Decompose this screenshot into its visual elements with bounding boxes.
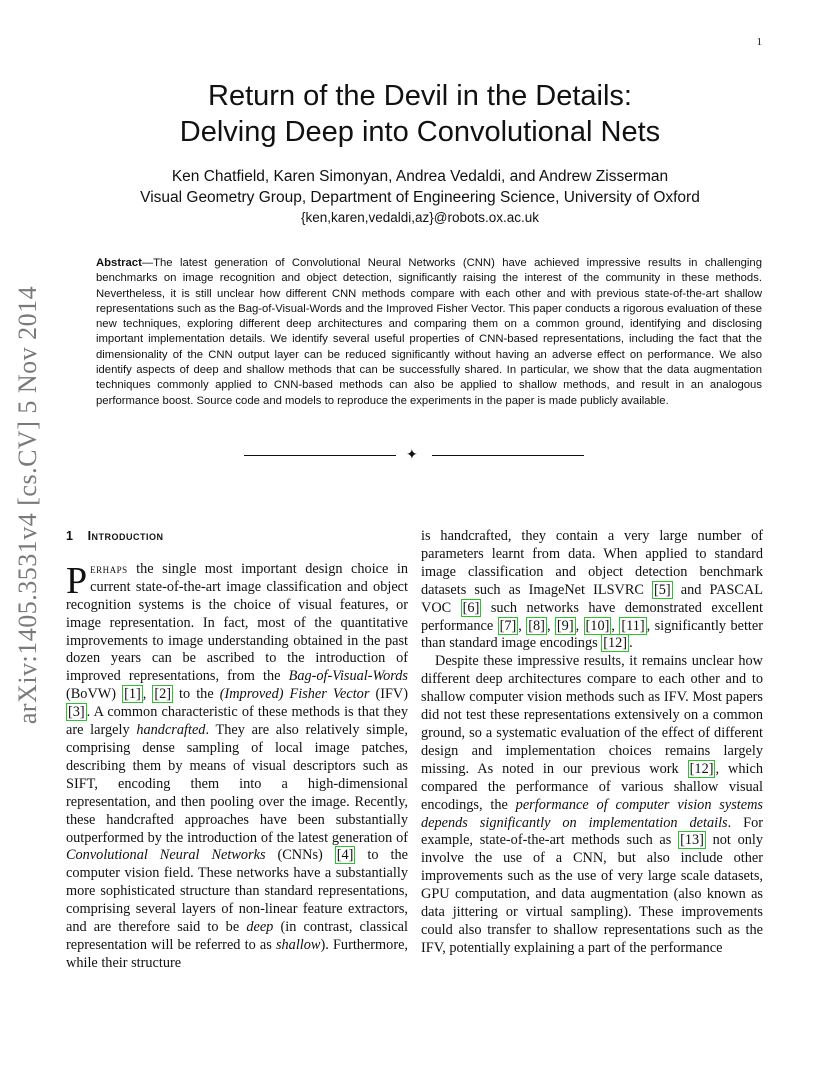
citation-link[interactable]: [12]	[689, 760, 714, 777]
section-title: Introduction	[87, 529, 164, 543]
arxiv-stamp	[6, 285, 50, 725]
text-run: (BoVW)	[66, 686, 123, 703]
section-number: 1	[66, 529, 74, 543]
citation-link[interactable]: [6]	[462, 599, 480, 616]
abstract	[96, 256, 762, 409]
text-run: Despite these impressive results, it remains unclear how different deep architectures compare to each other and to shallow computer vision methods such as IFV. Most papers did not test these representations extensively on a common ground, so a systematic evaluation of the effect of different design and implementation choices remains largely missing. As noted in our previous work	[421, 653, 763, 777]
text-run: ). Furthermore, while their structure	[66, 936, 409, 971]
intro-paragraph-1-continued	[421, 528, 763, 653]
citation-link[interactable]: [7]	[499, 617, 517, 634]
authors: Ken Chatfield, Karen Simonyan, Andrea Vedaldi, and Andrew Zisserman	[171, 168, 669, 185]
emphasis: shallow	[275, 936, 321, 953]
email: {ken,karen,vedaldi,az}@robots.ox.ac.uk	[300, 210, 540, 225]
title-block	[70, 78, 770, 228]
text-run: . They are also relatively simple, comprising dense sampling of local image patches, describing them by means of visual descriptors such as SIFT, encoding them into a high-dimensional representation, and then pooling over the image. Recently, these handcrafted approaches have been substantially outperformed by the introduction of the latest generation of	[66, 722, 408, 846]
text-run: , significantly better than standard image encodings	[421, 617, 763, 652]
text-run: to the computer vision field. These networks have a substantially more sophisticated structure than standard representations, comprising several layers of non-linear feature extractors, and are therefore said to be	[66, 847, 408, 936]
citation-link[interactable]: [4]	[336, 847, 354, 864]
text-run: ,	[611, 617, 620, 634]
right-column	[421, 528, 763, 958]
citation-link[interactable]: [1]	[124, 686, 141, 703]
text-run: is handcrafted, they contain a very large number of parameters learnt from data. When applied to standard image classification and object detection benchmark datasets such as ImageNet ILSVRC	[421, 528, 763, 598]
section-heading	[66, 528, 408, 546]
paper-title	[70, 78, 770, 150]
text-run: ,	[575, 617, 584, 634]
text-run: (in contrast, classical representation will be referred to as	[66, 919, 408, 953]
title-line-1: Return of the Devil in the Details:	[208, 80, 632, 112]
page-number: 1	[756, 36, 762, 48]
intro-paragraph-1	[66, 560, 408, 973]
abstract-text: —The latest generation of Convolutional Neural Networks (CNN) have achieved impressive results in challenging benchmarks on image recognition and object detection, significantly raising the interest of the community in these methods. Nevertheless, it is still unclear how different CNN methods compare with each other and with previous state-of-the-art shallow representations such as the Bag-of-Visual-Words and the Improved Fisher Vector. This paper conducts a rigorous evaluation of these new techniques, exploring different deep architectures and comparing them on a common ground, identifying and disclosing important implementation details. We identify several useful properties of CNN-based representations, including the fact that the dimensionality of the CNN output layer can be reduced significantly without having an adverse effect on performance. We also identify aspects of deep and shallow methods that can be successfully shared. In particular, we show that the data augmentation techniques commonly applied to CNN-based methods can also be applied to shallow methods, and result in an analogous performance boost. Source code and models to reproduce the experiments in the paper is made publicly available.	[96, 257, 762, 407]
affiliation: Visual Geometry Group, Department of Engineering Science, University of Oxford	[140, 189, 700, 206]
separator-diamond-icon: ✦	[406, 447, 418, 463]
text-run: such networks have demonstrated excellent performance	[421, 599, 763, 634]
text-run: the single most important design choice in current state-of-the-art image classification and object recognition systems is the choice of visual features, or image representation. In fact, most of the quantitative improvements to image understanding obtained in the past dozen years can be ascribed to the introduction of improved representations, from the	[66, 560, 408, 685]
citation-link[interactable]: [3]	[68, 704, 85, 721]
text-run: ,	[518, 617, 527, 634]
separator-line-right	[432, 455, 584, 456]
text-run: , which compared the performance of various shallow visual encodings, the	[421, 760, 763, 813]
emphasis: performance of computer vision systems depends significantly on implementation details	[421, 796, 763, 831]
text-run: . A common characteristic of these methods is that they are largely	[66, 704, 408, 739]
text-run: .	[629, 635, 633, 652]
left-column	[66, 528, 408, 973]
citation-link[interactable]: [10]	[585, 617, 610, 634]
citation-link[interactable]: [5]	[654, 581, 671, 598]
separator-line-left	[244, 455, 396, 456]
citation-link[interactable]: [12]	[603, 635, 628, 652]
text-run: ,	[142, 686, 153, 703]
arxiv-identifier: arXiv:1405.3531v4 [cs.CV] 5 Nov 2014	[13, 285, 43, 725]
emphasis: Bag-of-Visual-Words	[288, 668, 408, 685]
text-run: to the	[173, 686, 220, 703]
citation-link[interactable]: [2]	[154, 686, 172, 703]
text-run: ,	[546, 617, 555, 634]
citation-link[interactable]: [11]	[621, 617, 645, 634]
text-run: and PASCAL VOC	[421, 581, 763, 616]
citation-link[interactable]: [9]	[556, 617, 574, 634]
separator	[244, 449, 584, 463]
emphasis: handcrafted	[136, 722, 206, 739]
intro-paragraph-2	[421, 653, 763, 957]
text-run: not only involve the use of a CNN, but also include other improvements such as the use of very large scale datasets, GPU computation, and data augmentation (also known as data jittering or virtual sampling). These improvements could also transfer to shallow representations such as the IFV, potentially explaining a part of the performance	[421, 832, 763, 956]
smallcaps-lead: erhaps	[90, 560, 128, 576]
citation-link[interactable]: [8]	[528, 617, 545, 634]
emphasis: Convolutional Neural Networks	[66, 847, 266, 864]
text-run: (IFV)	[369, 686, 408, 703]
drop-cap: P	[66, 559, 88, 602]
emphasis: (Improved) Fisher Vector	[219, 686, 370, 703]
text-run: (CNNs)	[265, 847, 335, 864]
emphasis: deep	[246, 919, 274, 936]
text-run: . For example, state-of-the-art methods such as	[421, 814, 763, 849]
abstract-label: Abstract	[96, 257, 142, 269]
citation-link[interactable]: [13]	[680, 832, 704, 849]
title-line-2: Delving Deep into Convolutional Nets	[179, 116, 661, 148]
